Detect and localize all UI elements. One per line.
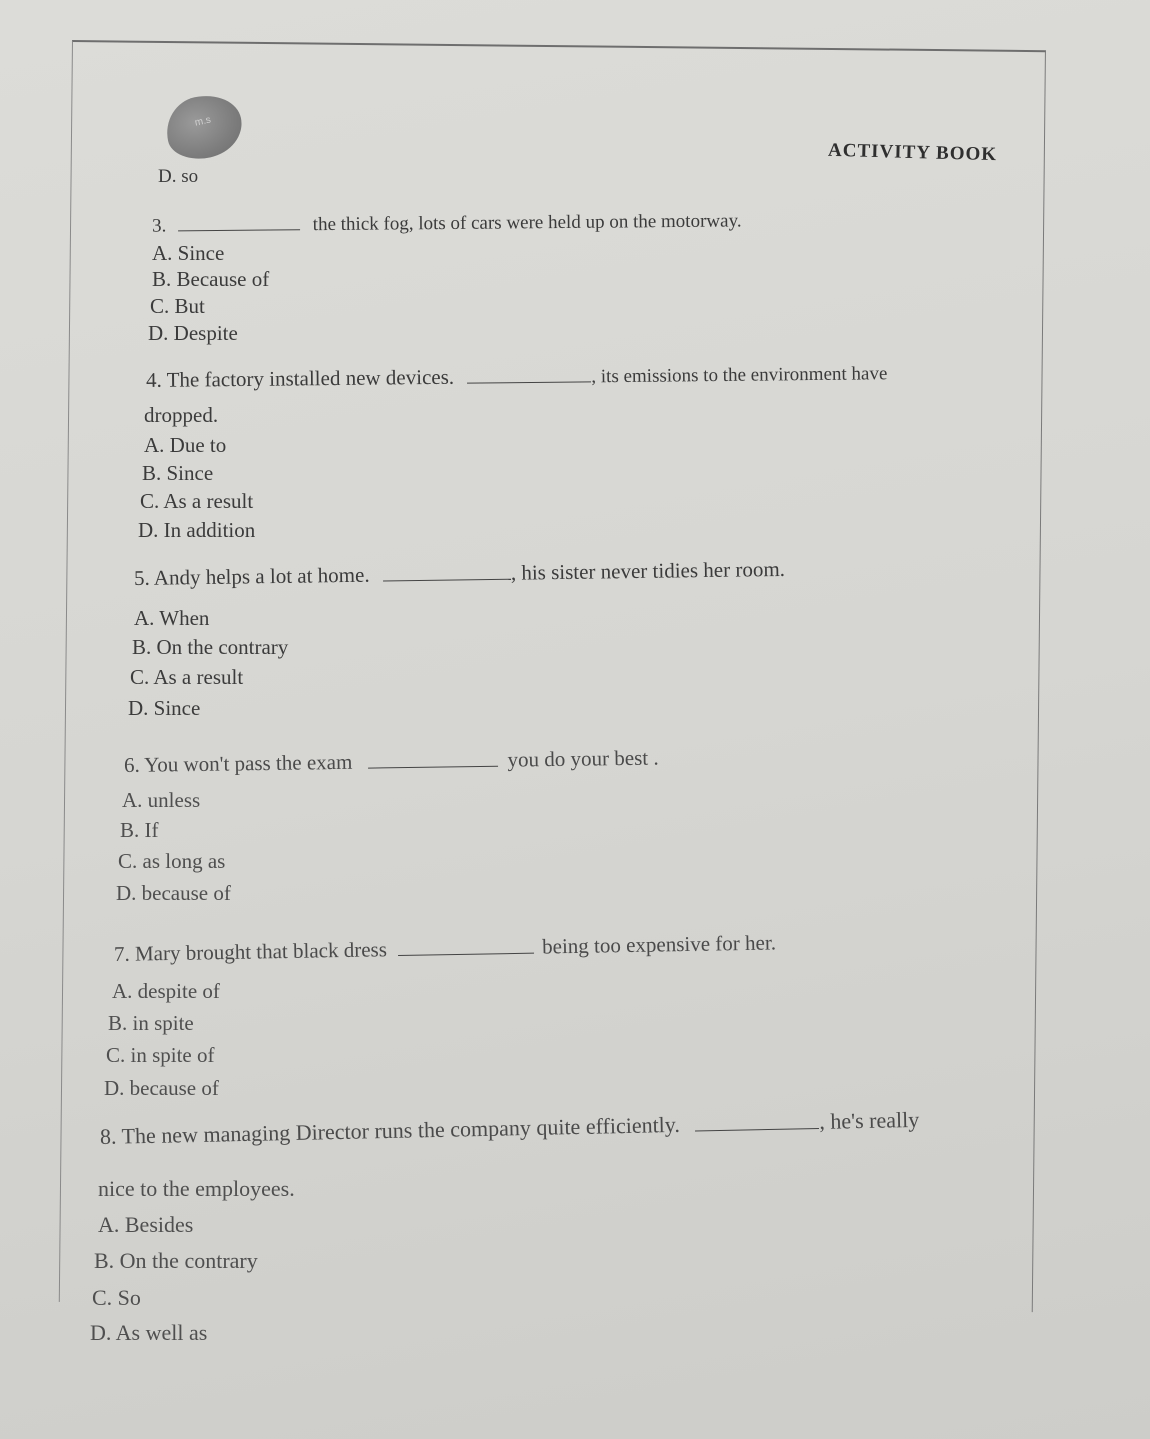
q5-option[interactable]: A. When [134,606,210,630]
q7-option[interactable]: B. in spite [108,1011,194,1035]
q7-option[interactable]: C. in spite of [106,1043,215,1067]
q3-stem: the thick fog, lots of cars were held up on the motorway. [312,210,742,236]
badge-mark: m.s [193,114,212,129]
q7-stem-after: being too expensive for her. [541,930,777,959]
q3-option[interactable]: D. Despite [148,321,238,345]
q3-option[interactable]: C. But [150,294,205,318]
q4-option[interactable]: D. In addition [138,518,256,542]
q8-stem-before: 8. The new managing Director runs the company quite efficiently. [99,1111,681,1149]
q4-stem-continued: dropped. [144,403,219,427]
q5-stem-before: 5. Andy helps a lot at home. [133,562,370,590]
answer-blank[interactable] [368,765,498,769]
q7-option[interactable]: A. despite of [112,979,220,1003]
q4-option[interactable]: B. Since [142,461,214,485]
q8-option[interactable]: C. So [92,1285,141,1310]
q6-option[interactable]: D. because of [116,881,231,905]
q5-stem-after: , his sister never tidies her room. [510,556,786,585]
q4-option[interactable]: A. Due to [144,433,227,457]
answer-blank[interactable] [467,380,591,383]
q6-option[interactable]: B. If [120,818,159,842]
page-title: ACTIVITY BOOK [827,139,998,166]
q7-option[interactable]: D. because of [104,1076,219,1100]
q6-option[interactable]: A. unless [122,788,201,812]
q4-stem-after: , its emissions to the environment have [591,363,888,388]
q3-number: 3. [151,215,167,237]
q5-option[interactable]: C. As a result [130,665,244,689]
q6-option[interactable]: C. as long as [118,849,226,873]
q6-stem-after: you do your best . [507,745,659,772]
answer-blank[interactable] [178,228,300,231]
q3-option[interactable]: B. Because of [152,267,270,291]
q8-stem-after: , he's really [819,1106,920,1134]
q4-option[interactable]: C. As a result [140,489,254,513]
q7-stem-before: 7. Mary brought that black dress [113,937,388,966]
answer-blank[interactable] [383,578,511,582]
q6-stem-before: 6. You won't pass the exam [123,749,353,777]
q8-stem-continued: nice to the employees. [98,1176,295,1201]
q8-option[interactable]: D. As well as [90,1320,208,1345]
q8-option[interactable]: A. Besides [98,1212,194,1237]
question-3 [152,207,742,237]
q5-option[interactable]: B. On the contrary [132,635,289,659]
answer-blank[interactable] [695,1127,819,1132]
q2-option-d: D. so [158,166,199,187]
answer-blank[interactable] [398,952,534,956]
q3-option[interactable]: A. Since [152,241,225,265]
q4-stem-before: 4. The factory installed new devices. [145,364,455,392]
q5-option[interactable]: D. Since [128,696,201,720]
q8-option[interactable]: B. On the contrary [94,1248,258,1273]
